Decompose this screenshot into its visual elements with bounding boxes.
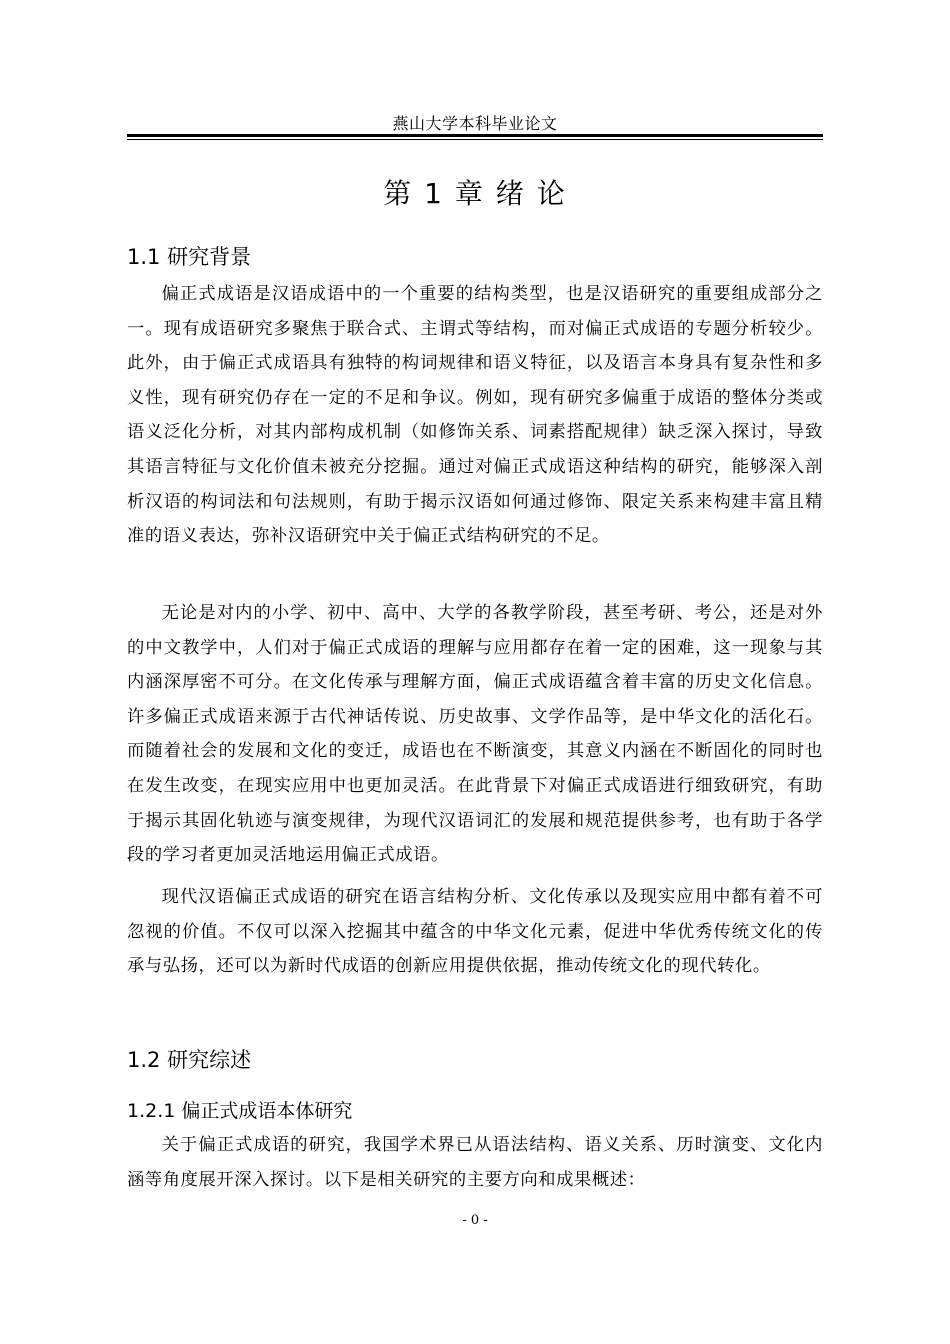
paragraph-2: 无论是对内的小学、初中、高中、大学的各教学阶段，甚至考研、考公，还是对外的中文教学中，人们对于偏正式成语的理解与应用都存在着一定的困难，这一现象与其内涵深厚密不可分。在文化传承与理解方面，偏正式成语蕴含着丰富的历史文化信息。许多偏正式成语来源于古代神话传说、历史故事、文学作品等，是中华文化的活化石。而随着社会的发展和文化的变迁，成语也在不断演变，其意义内涵在不断固化的同时也在发生改变，在现实应用中也更加灵活。在此背景下对偏正式成语进行细致研究，有助于揭示其固化轨迹与演变规律，为现代汉语词汇的发展和规范提供参考，也有助于各学段的学习者更加灵活地运用偏正式成语。 — [127, 603, 823, 866]
header-rule-thin — [127, 139, 823, 140]
header-rule-thick — [127, 134, 823, 137]
section-heading-1-2: 1.2 研究综述 — [127, 1048, 252, 1072]
paragraph-1: 偏正式成语是汉语成语中的一个重要的结构类型，也是汉语研究的重要组成部分之一。现有成语研究多聚焦于联合式、主谓式等结构，而对偏正式成语的专题分析较少。此外，由于偏正式成语具有独特的构词规律和语义特征，以及语言本身具有复杂性和多义性，现有研究仍存在一定的不足和争议。例如，现有研究多偏重于成语的整体分类或语义泛化分析，对其内部构成机制（如修饰关系、词素搭配规律）缺乏深入探讨，导致其语言特征与文化价值未被充分挖掘。通过对偏正式成语这种结构的研究，能够深入剖析汉语的构词法和句法规则，有助于揭示汉语如何通过修饰、限定关系来构建丰富且精准的语义表达，弥补汉语研究中关于偏正式结构研究的不足。 — [127, 284, 823, 547]
chapter-title: 第 1 章 绪 论 — [383, 177, 567, 210]
paragraph-4: 关于偏正式成语的研究，我国学术界已从语法结构、语义关系、历时演变、文化内涵等角度展开深入探讨。以下是相关研究的主要方向和成果概述： — [127, 1135, 823, 1190]
section-heading-1-1: 1.1 研究背景 — [127, 245, 252, 269]
page-number: - 0 - — [462, 1213, 488, 1228]
paragraph-3: 现代汉语偏正式成语的研究在语言结构分析、文化传承以及现实应用中都有着不可忽视的价值。不仅可以深入挖掘其中蕴含的中华文化元素，促进中华优秀传统文化的传承与弘扬，还可以为新时代成语的创新应用提供依据，推动传统文化的现代转化。 — [127, 887, 823, 977]
subsection-heading-1-2-1: 1.2.1 偏正式成语本体研究 — [127, 1100, 353, 1122]
running-header: 燕山大学本科毕业论文 — [392, 114, 558, 133]
